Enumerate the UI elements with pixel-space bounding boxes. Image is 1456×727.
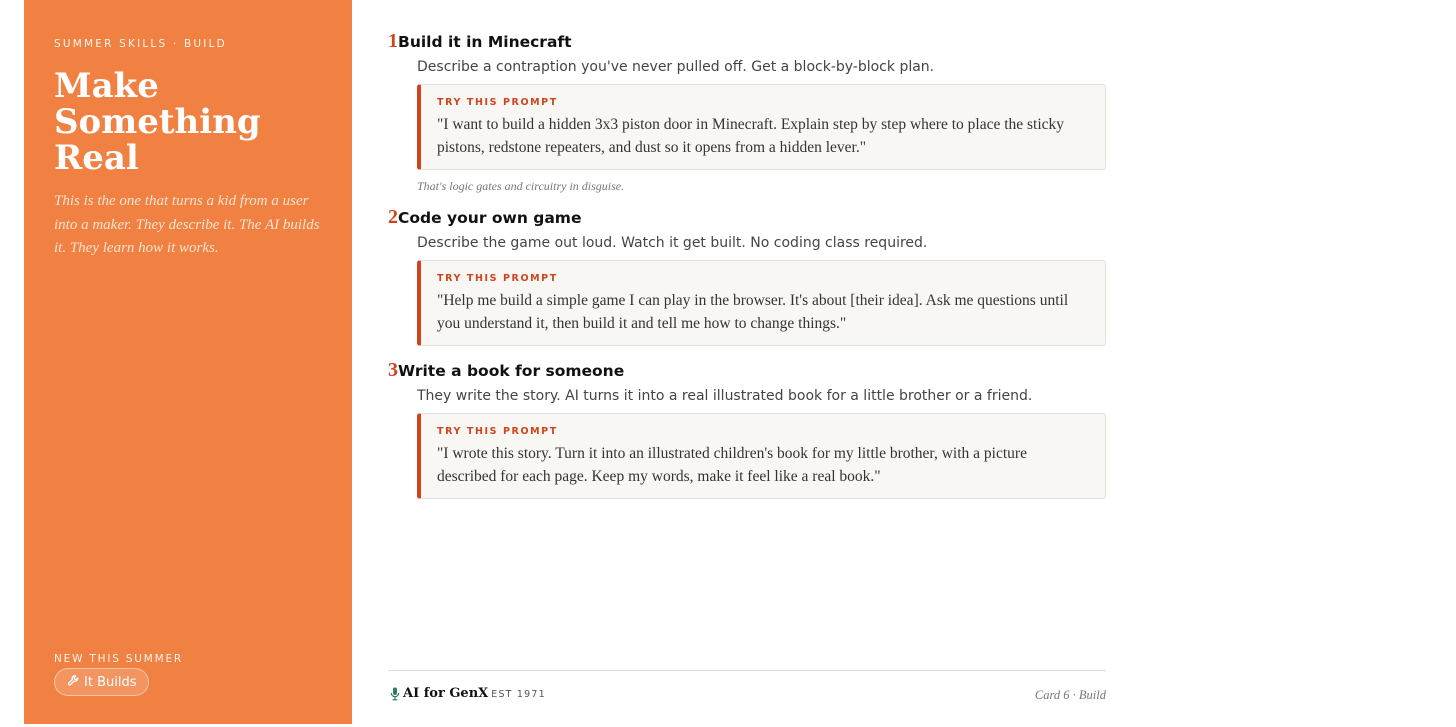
item-description: Describe a contraption you've never pulled off. Get a block-by-block plan.	[417, 59, 935, 75]
footer-brand	[390, 686, 546, 701]
item-heading	[388, 359, 1108, 382]
item-minecraft	[388, 30, 1108, 194]
item-description: Describe the game out loud. Watch it get built. No coding class required.	[417, 235, 928, 251]
prompt-label: TRY THIS PROMPT	[437, 273, 558, 284]
prompt-box	[417, 84, 1106, 170]
brand-established: EST 1971	[491, 689, 546, 700]
item-number: 1	[388, 30, 398, 52]
item-book	[388, 359, 1108, 499]
sidebar-panel	[24, 0, 352, 724]
item-title: Build it in Minecraft	[398, 33, 572, 51]
item-number: 3	[388, 359, 398, 381]
brand-name: AI for GenX	[403, 686, 489, 701]
microphone-icon	[390, 687, 400, 701]
it-builds-badge	[54, 668, 149, 696]
prompt-box	[417, 260, 1106, 346]
main-content	[388, 0, 1108, 727]
sidebar-intro: This is the one that turns a kid from a user into a maker. They describe it. The AI builds it. They learn how it works.	[54, 193, 320, 256]
item-title: Code your own game	[398, 209, 582, 227]
prompt-label: TRY THIS PROMPT	[437, 97, 558, 108]
item-note: That's logic gates and circuitry in disguise.	[417, 179, 625, 193]
wrench-icon	[67, 674, 80, 691]
badge-label: It Builds	[84, 674, 137, 690]
page-title: Make Something Real	[54, 66, 261, 178]
card-label: Card 6 · Build	[1034, 688, 1106, 702]
sidebar-eyebrow: SUMMER SKILLS · BUILD	[54, 38, 227, 50]
item-number: 2	[388, 206, 398, 228]
item-title: Write a book for someone	[398, 362, 625, 380]
new-this-summer-label: NEW THIS SUMMER	[54, 653, 184, 665]
item-game	[388, 206, 1108, 346]
prompt-text: "Help me build a simple game I can play in the browser. It's about [their idea]. Ask me questions until you understand it, then build it and tell me how to change things."	[437, 292, 1069, 332]
prompt-text: "I wrote this story. Turn it into an illustrated children's book for my little brother, with a picture described for each page. Keep my words, make it feel like a real book."	[437, 445, 1027, 485]
prompt-label: TRY THIS PROMPT	[437, 426, 558, 437]
item-heading	[388, 30, 1108, 53]
item-description: They write the story. AI turns it into a real illustrated book for a little brother or a friend.	[417, 388, 1033, 404]
prompt-text: "I want to build a hidden 3x3 piston door in Minecraft. Explain step by step where to place the sticky pistons, redstone repeaters, and dust so it opens from a hidden lever."	[437, 116, 1065, 156]
item-heading	[388, 206, 1108, 229]
footer-divider	[388, 670, 1106, 671]
prompt-box	[417, 413, 1106, 499]
